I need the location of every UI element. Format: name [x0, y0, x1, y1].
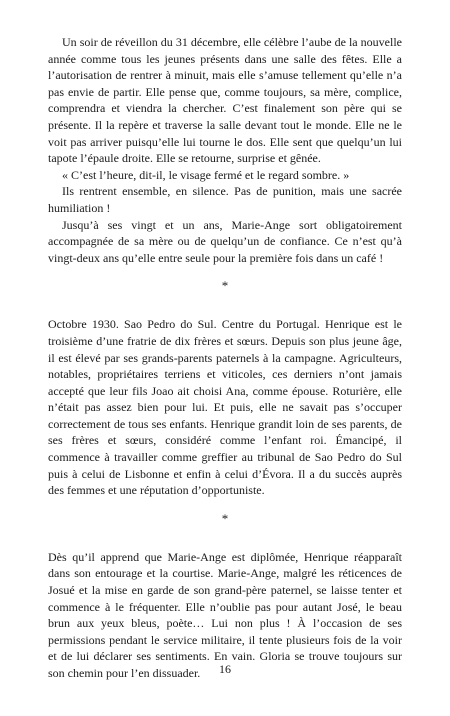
paragraph-henrique: Octobre 1930. Sao Pedro do Sul. Centre du Portugal. Henrique est le troisième d’une fratrie de dix frères et sœurs. Depuis son plus jeune âge, il est élevé par ses grands-parents paternels à la campagne. Agriculteurs, notables, propriétaires terriens et viticoles, ces derniers n’ont jamais accepté que leur fils Joao ait choisi Ana, comme épouse. Roturière, elle n’était pas assez bien pour lui. Et puis, elle ne savait pas s’occuper correctement de tous ses enfants. Henrique grandit loin de ses parents, de ses frères et sœurs, considéré comme l’enfant roi. Émancipé, il commence à travailler comme greffier au tribunal de Sao Pedro do Sul puis à celui de Lisbonne et enfin à celui d’Évora. Il a du succès auprès des femmes et une réputation d’opportuniste.: [48, 317, 402, 498]
paragraph-dialogue: « C’est l’heure, dit-il, le visage fermé et le regard sombre. »: [62, 167, 350, 182]
paragraph-courtise: Dès qu’il apprend que Marie-Ange est diplômée, Henrique réapparaît dans son entourage et la courtise. Marie-Ange, malgré les réticences de Josué et la mise en garde de son grand-père paternel, se laisse tenter et commence à le fréquenter. Elle n’oublie pas pour autant José, le beau brun aux yeux bleus, poète… Lui non plus ! À l’occasion de ses permissions pendant le service militaire, il tente plusieurs fois de la voir et de lui déclarer ses sentiments. En vain. Gloria se trouve toujours sur son chemin pour l’en dissuader.: [48, 549, 402, 680]
paragraph-vingt-et-un-ans: Jusqu’à ses vingt et un ans, Marie-Ange sort obligatoirement accompagnée de sa mère ou de quelqu’un de confiance. Ce n’est qu’à vingt-deux ans qu’elle entre seule pour la première fois dans un café !: [48, 217, 402, 265]
section-break-asterisk: *: [221, 278, 229, 294]
section-break-asterisk: *: [221, 510, 229, 526]
paragraph-retour: Ils rentrent ensemble, en silence. Pas de punition, mais une sacrée humiliation !: [48, 184, 402, 215]
paragraph-reveillon: Un soir de réveillon du 31 décembre, elle célèbre l’aube de la nouvelle année comme tous les jeunes présents dans une salle des fêtes. Elle a l’autorisation de rentrer à minuit, mais elle s’amuse tellement qu’elle n’a pas envie de partir. Elle pense que, comme toujours, sa mère, complice, comprendra et viendra la chercher. C’est finalement son père qui se présente. Il la repère et traverse la salle devant tout le monde. Elle ne le voit pas arriver puisqu’elle lui tourne le dos. Elle sent que quelqu’un lui tapote l’épaule droite. Elle se retourne, surprise et gênée.: [48, 35, 402, 166]
page-body: [48, 34, 402, 682]
page-number: 16: [219, 662, 231, 676]
